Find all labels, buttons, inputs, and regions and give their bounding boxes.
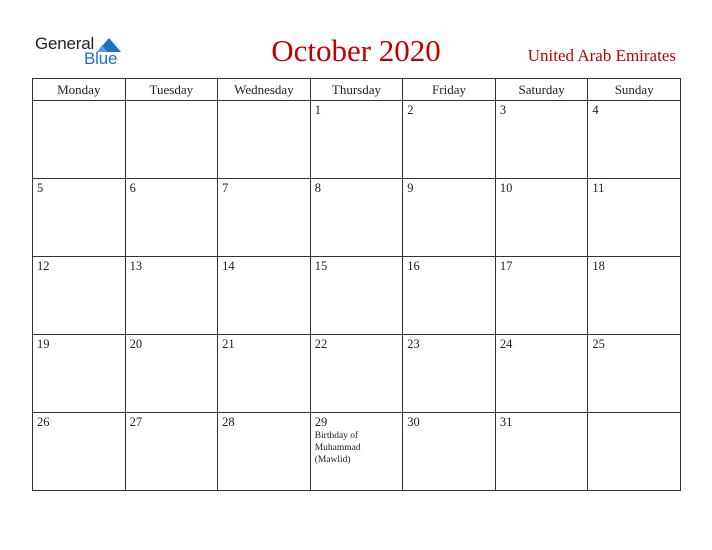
holiday-label: Birthday of Muhammad (Mawlid)	[314, 431, 361, 465]
day-cell	[403, 101, 496, 179]
day-cell	[33, 413, 126, 491]
day-number: 23	[407, 337, 420, 351]
day-number: 30	[407, 415, 420, 429]
day-number: 26	[37, 415, 50, 429]
day-number: 12	[37, 259, 50, 273]
weekday-header: Wednesday	[218, 79, 311, 101]
day-cell	[403, 413, 496, 491]
day-cell	[33, 335, 126, 413]
day-number: 24	[499, 337, 513, 351]
day-number: 18	[592, 259, 605, 273]
week-row	[33, 179, 681, 257]
day-number: 27	[129, 415, 143, 429]
day-number: 13	[129, 259, 143, 273]
day-number: 31	[499, 415, 513, 429]
day-number: 17	[499, 259, 513, 273]
day-number: 3	[499, 103, 507, 117]
day-number: 19	[37, 337, 50, 351]
day-cell	[310, 257, 403, 335]
day-cell	[310, 101, 403, 179]
day-cell	[125, 179, 218, 257]
day-cell	[218, 101, 311, 179]
weekday-header: Sunday	[588, 79, 681, 101]
day-cell	[218, 413, 311, 491]
day-number: 6	[129, 181, 136, 195]
day-cell	[33, 179, 126, 257]
logo-text-blue: Blue	[84, 49, 118, 68]
day-cell	[495, 335, 588, 413]
day-cell	[495, 413, 588, 491]
day-number: 16	[407, 259, 420, 273]
day-cell	[403, 179, 496, 257]
day-cell	[310, 335, 403, 413]
weekday-header: Tuesday	[125, 79, 218, 101]
day-cell	[310, 179, 403, 257]
day-number: 8	[314, 181, 321, 195]
week-row	[33, 335, 681, 413]
day-number: 15	[314, 259, 328, 273]
day-cell	[310, 413, 403, 491]
day-cell	[588, 179, 681, 257]
weekday-header-row	[33, 79, 681, 101]
day-cell	[588, 413, 681, 491]
week-row	[33, 101, 681, 179]
day-cell	[218, 179, 311, 257]
day-cell	[588, 257, 681, 335]
day-cell	[33, 101, 126, 179]
day-number: 20	[129, 337, 143, 351]
day-cell	[588, 335, 681, 413]
week-row	[33, 413, 681, 491]
week-row	[33, 257, 681, 335]
day-number: 10	[499, 181, 513, 195]
day-number: 1	[314, 103, 321, 117]
day-number: 25	[592, 337, 605, 351]
country-label: United Arab Emirates	[527, 46, 676, 65]
day-cell	[218, 257, 311, 335]
weekday-header: Thursday	[310, 79, 403, 101]
day-cell	[125, 413, 218, 491]
day-number: 11	[592, 181, 605, 195]
month-title: October 2020	[271, 33, 441, 68]
day-cell	[125, 101, 218, 179]
day-number: 14	[222, 259, 235, 273]
day-cell	[33, 257, 126, 335]
day-number: 9	[407, 181, 414, 195]
day-number: 22	[314, 337, 328, 351]
day-number: 4	[592, 103, 599, 117]
day-cell	[218, 335, 311, 413]
weekday-header: Monday	[33, 79, 126, 101]
logo-text-general: General	[35, 34, 95, 53]
day-number: 28	[222, 415, 235, 429]
day-cell	[588, 101, 681, 179]
day-cell	[495, 179, 588, 257]
day-number: 7	[222, 181, 229, 195]
weekday-header: Friday	[403, 79, 496, 101]
day-cell	[403, 335, 496, 413]
day-cell	[125, 335, 218, 413]
calendar-grid	[32, 78, 681, 491]
generalblue-logo	[35, 34, 135, 70]
day-cell	[403, 257, 496, 335]
day-cell	[125, 257, 218, 335]
day-cell	[495, 257, 588, 335]
day-number: 5	[37, 181, 44, 195]
day-number: 2	[407, 103, 414, 117]
day-number: 21	[222, 337, 235, 351]
weekday-header: Saturday	[495, 79, 588, 101]
day-cell	[495, 101, 588, 179]
day-number: 29	[314, 415, 328, 429]
